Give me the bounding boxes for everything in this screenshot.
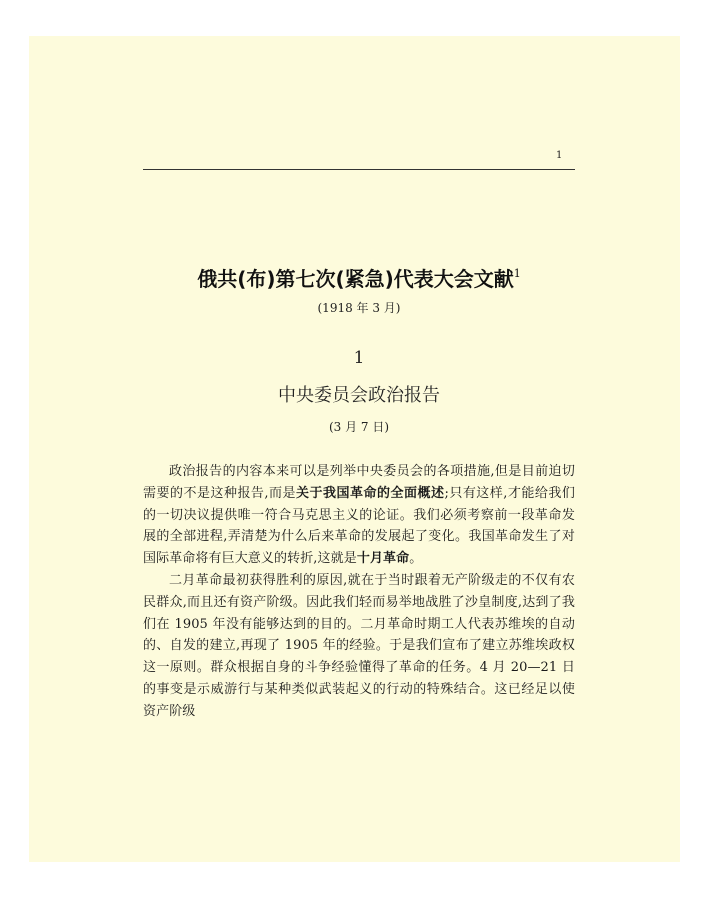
section-title: 中央委员会政治报告 [278, 385, 440, 406]
header-rule [143, 169, 575, 170]
section-number: 1 [353, 348, 365, 368]
paragraph-1 [143, 461, 575, 570]
paragraph-1-text-c: 。 [409, 551, 423, 567]
paragraph-1-text-b: ;只有这样,才能给我们的一切决议提供唯一符合马克思主义的论证。我们必须考察前一段革命发展的全部进程,弄清楚为什么后来革命的发展起了变化。我国革命发生了对国际革命将有巨大意义的转折,这就是 [143, 485, 575, 567]
paragraph-2: 二月革命最初获得胜利的原因,就在于当时跟着无产阶级走的不仅有农民群众,而且还有资产阶级。因此我们轻而易举地战胜了沙皇制度,达到了我们在 1905 年没有能够达到的目的。二月革命时期工人代表苏维埃的自动的、自发的建立,再现了 1905 年的经验。于是我们宣布了建立苏维埃政权这一原则。群众根据自身的斗争经验懂得了革命的任务。4 月 20—21 日的事变是示威游行与某种类似武装起义的行动的特殊结合。这已经足以使资产阶级 [143, 572, 575, 719]
footnote-marker[interactable]: 1 [513, 267, 521, 280]
emphasis-october-revolution: 十月革命 [356, 551, 410, 567]
paragraph-1-text-a: 政治报告的内容本来可以是列举中央委员会的各项措施,但是目前迫切需要的不是这种报告,而是 [143, 464, 575, 501]
page-number: 1 [556, 150, 563, 161]
document-title-text: 俄共(布)第七次(紧急)代表大会文献 [197, 267, 514, 291]
document-date: (1918 年 3 月) [317, 301, 401, 315]
document-page [29, 36, 680, 862]
document-title [143, 263, 575, 292]
body-text [143, 461, 575, 723]
section-date: (3 月 7 日) [328, 420, 390, 434]
emphasis-revolution-overview: 关于我国革命的全面概述 [296, 485, 445, 501]
